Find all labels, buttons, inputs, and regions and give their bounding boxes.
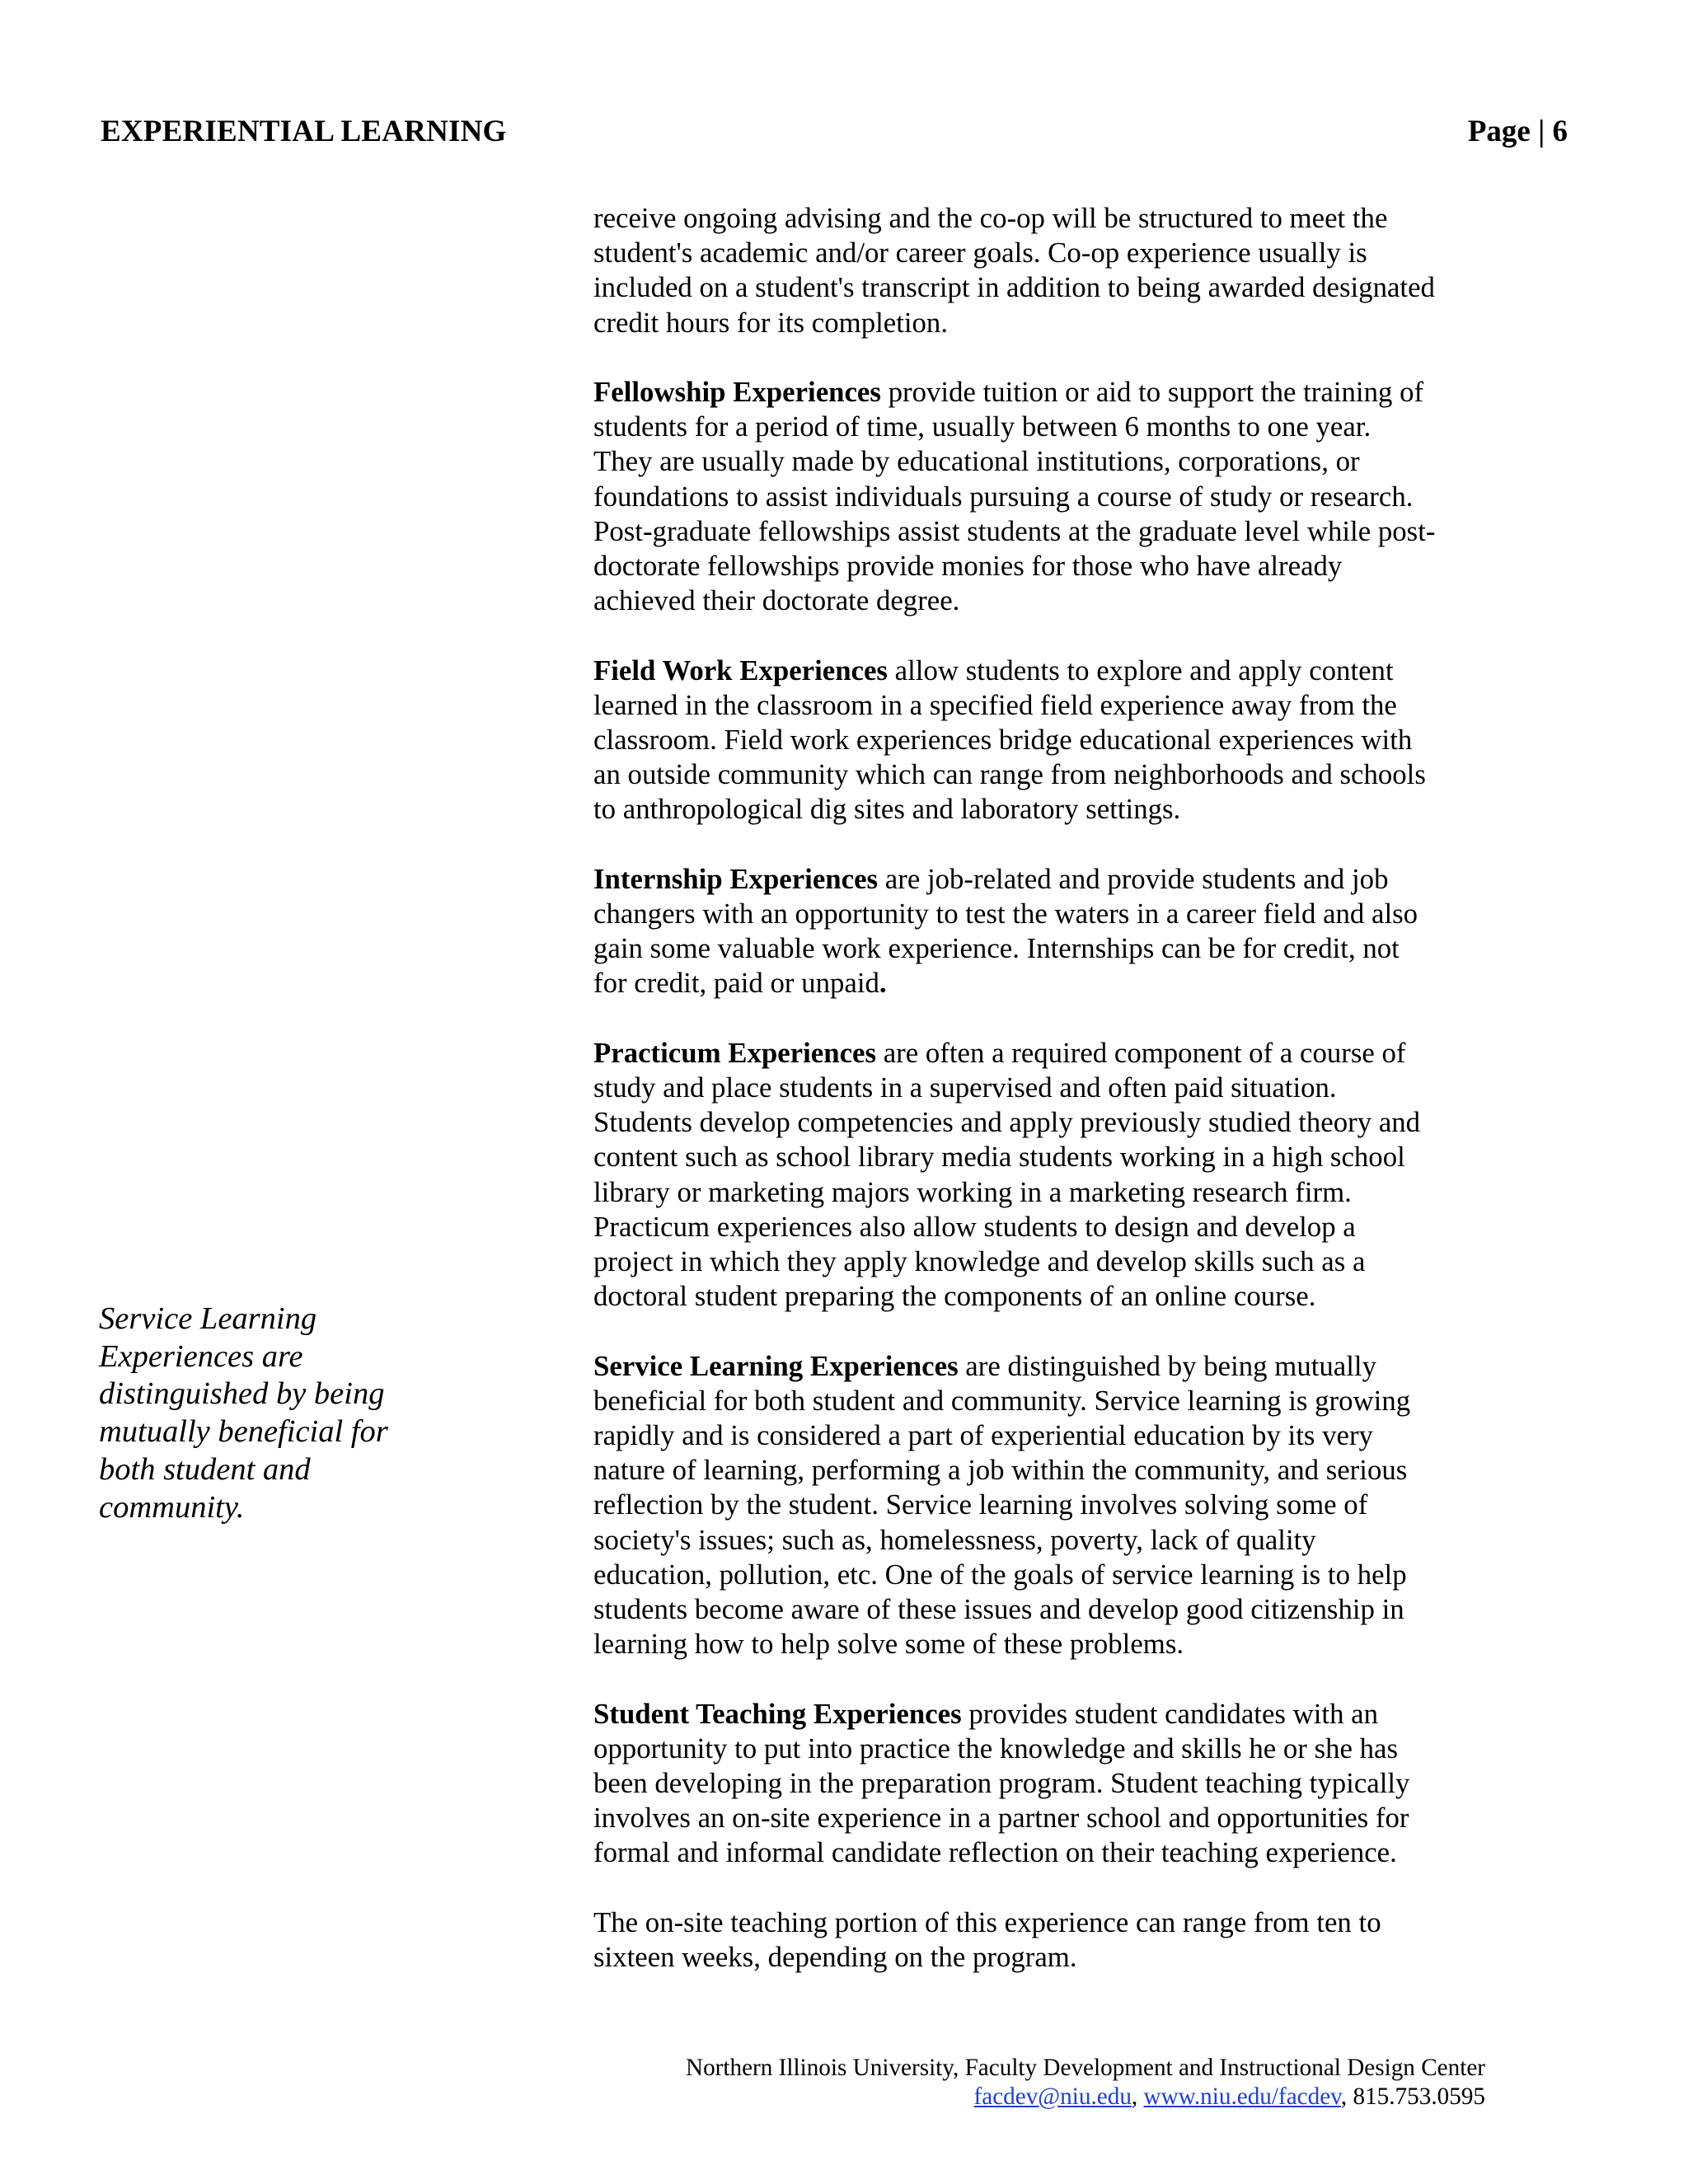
text-line: content such as school library media students working in a high school <box>593 1141 1405 1174</box>
term-field-work: Field Work Experiences <box>593 654 888 687</box>
text-run: provides student candidates with an <box>961 1697 1379 1730</box>
text-line: involves an on-site experience in a partner school and opportunities for <box>593 1802 1409 1835</box>
text-line: opportunity to put into practice the knowledge and skills he or she has <box>593 1732 1399 1765</box>
paragraph-service-learning <box>593 1349 1517 1662</box>
text-line: achieved their doctorate degree. <box>593 584 960 617</box>
paragraph-practicum <box>593 1036 1517 1315</box>
text-line: Post-graduate fellowships assist students at the graduate level while post- <box>593 514 1436 547</box>
text-line: learned in the classroom in a specified field experience away from the <box>593 688 1397 721</box>
footer-email-link[interactable]: facdev@niu.edu <box>973 2083 1132 2110</box>
text-line: library or marketing majors working in a marketing research firm. <box>593 1175 1352 1208</box>
text-line: rapidly and is considered a part of experiential education by its very <box>593 1419 1373 1452</box>
pull-quote-line: distinguished by being <box>99 1376 385 1412</box>
text-line <box>593 966 1517 1001</box>
text-line: gain some valuable work experience. Internships can be for credit, not <box>593 932 1400 965</box>
bold-period: . <box>879 967 887 1000</box>
text-line: foundations to assist individuals pursuing a course of study or research. <box>593 480 1414 513</box>
text-line: beneficial for both student and community. Service learning is growing <box>593 1384 1411 1417</box>
text-line: The on-site teaching portion of this experience can range from ten to <box>593 1905 1381 1938</box>
text-run: for credit, paid or unpaid <box>593 967 879 1000</box>
text-line: They are usually made by educational institutions, corporations, or <box>593 445 1360 478</box>
text-line <box>593 654 1517 688</box>
paragraph-coop-continued <box>593 201 1517 340</box>
pull-quote-line: both student and <box>99 1451 311 1487</box>
text-line: reflection by the student. Service learning involves solving some of <box>593 1488 1368 1521</box>
main-text-column <box>593 201 1517 2009</box>
paragraph-student-teaching <box>593 1697 1517 1871</box>
text-line: an outside community which can range from neighborhoods and schools <box>593 758 1426 791</box>
pull-quote-line: community. <box>99 1489 245 1525</box>
page-number: Page | 6 <box>1467 115 1568 148</box>
footer-website-link[interactable]: www.niu.edu/facdev <box>1143 2083 1341 2110</box>
text-line: been developing in the preparation program. Student teaching typically <box>593 1767 1410 1800</box>
text-line <box>593 862 1517 897</box>
text-line: classroom. Field work experiences bridge educational experiences with <box>593 724 1413 757</box>
running-header-title: EXPERIENTIAL LEARNING <box>101 115 507 148</box>
pull-quote <box>99 1301 445 1526</box>
term-student-teaching: Student Teaching Experiences <box>593 1697 962 1730</box>
text-line <box>593 1036 1517 1071</box>
term-service-learning: Service Learning Experiences <box>593 1349 959 1382</box>
term-internship: Internship Experiences <box>593 862 879 895</box>
page-footer <box>686 2054 1485 2111</box>
footer-institution: Northern Illinois University, Faculty Development and Instructional Design Center <box>686 2055 1485 2081</box>
text-line: students for a period of time, usually between 6 months to one year. <box>593 410 1372 443</box>
text-line: doctorate fellowships provide monies for those who have already <box>593 550 1343 583</box>
text-line: learning how to help solve some of these problems. <box>593 1628 1184 1661</box>
text-line: formal and informal candidate reflection on their teaching experience. <box>593 1836 1397 1869</box>
text-line <box>593 1697 1517 1732</box>
text-line: included on a student's transcript in addition to being awarded designated <box>593 271 1435 304</box>
footer-phone: , 815.753.0595 <box>1340 2083 1485 2110</box>
pull-quote-line: Service Learning <box>99 1301 317 1336</box>
paragraph-on-site-teaching <box>593 1905 1517 1975</box>
text-line: students become aware of these issues and develop good citizenship in <box>593 1593 1404 1626</box>
text-line: to anthropological dig sites and laboratory settings. <box>593 793 1181 826</box>
text-line: doctoral student preparing the components of an online course. <box>593 1280 1316 1313</box>
footer-contact <box>686 2083 1485 2111</box>
text-line: society's issues; such as, homelessness, poverty, lack of quality <box>593 1523 1316 1556</box>
term-fellowship: Fellowship Experiences <box>593 376 881 408</box>
text-line: study and place students in a supervised and often paid situation. <box>593 1071 1337 1104</box>
text-line: education, pollution, etc. One of the goals of service learning is to help <box>593 1558 1407 1591</box>
text-run: are job-related and provide students and job <box>878 862 1389 895</box>
text-line: Students develop competencies and apply previously studied theory and <box>593 1106 1421 1139</box>
paragraph-fellowship <box>593 375 1517 618</box>
text-line: receive ongoing advising and the co-op will be structured to meet the <box>593 202 1388 234</box>
text-run: are often a required component of a course of <box>876 1036 1406 1069</box>
text-line: student's academic and/or career goals. Co-op experience usually is <box>593 237 1367 269</box>
pull-quote-line: Experiences are <box>99 1338 303 1374</box>
text-line <box>593 1349 1517 1384</box>
pull-quote-line: mutually beneficial for <box>99 1414 388 1450</box>
text-line: sixteen weeks, depending on the program. <box>593 1941 1077 1974</box>
text-line: nature of learning, performing a job within the community, and serious <box>593 1454 1408 1487</box>
term-practicum: Practicum Experiences <box>593 1036 877 1069</box>
paragraph-field-work <box>593 654 1517 827</box>
text-run: allow students to explore and apply content <box>887 654 1394 687</box>
text-run: are distinguished by being mutually <box>958 1349 1376 1382</box>
text-run: provide tuition or aid to support the training of <box>880 376 1424 408</box>
text-line <box>593 375 1517 410</box>
text-line: credit hours for its completion. <box>593 306 949 339</box>
footer-separator: , <box>1131 2083 1144 2110</box>
paragraph-internship <box>593 862 1517 1001</box>
text-line: project in which they apply knowledge and develop skills such as a <box>593 1245 1366 1278</box>
text-line: Practicum experiences also allow students to design and develop a <box>593 1210 1356 1243</box>
text-line: changers with an opportunity to test the waters in a career field and also <box>593 898 1418 930</box>
